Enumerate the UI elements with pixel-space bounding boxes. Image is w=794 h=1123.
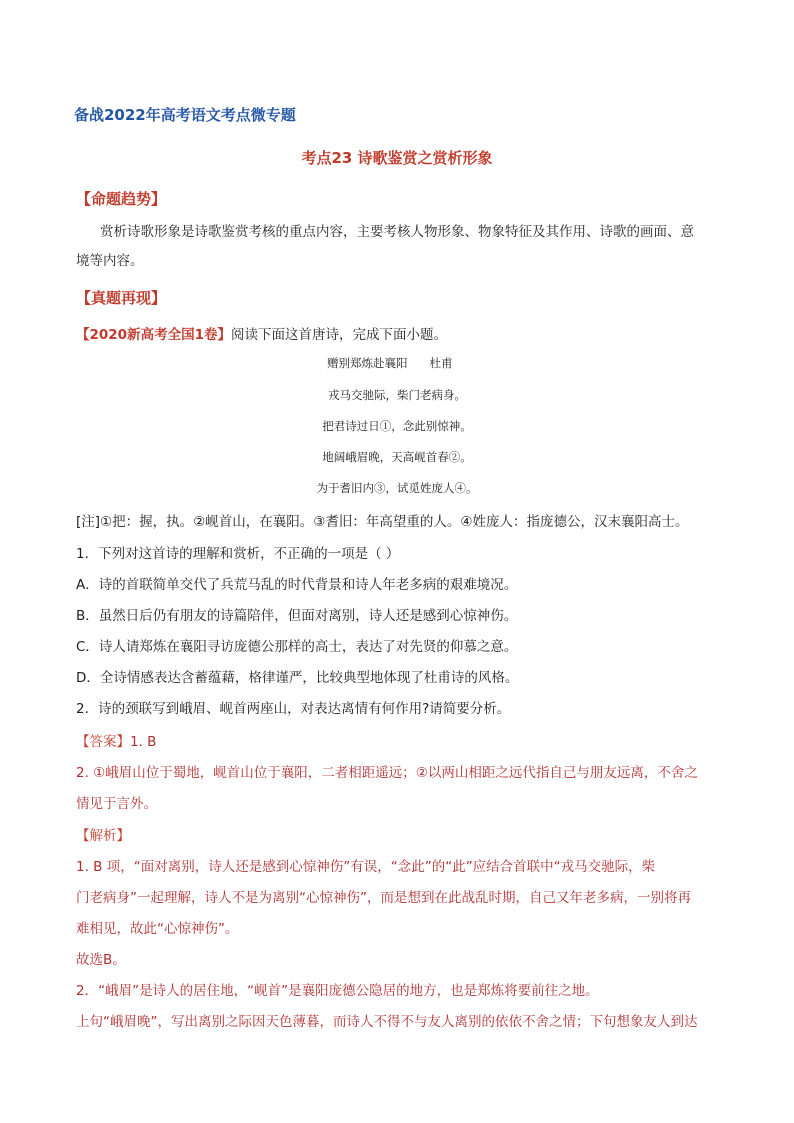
poem-author: 杜甫	[429, 356, 453, 370]
analysis-1-line-1: 1. B 项，“面对离别，诗人还是感到心惊神伤”有误，“念此”的“此”应结合首联中“戎马交驰际，柴	[76, 859, 656, 875]
analysis-1-line-3: 难相见，故此“心惊神伤”。	[76, 921, 239, 937]
poem-line-1: 戎马交驰际，柴门老病身。	[328, 388, 466, 402]
exam-instruction: 阅读下面这首唐诗，完成下面小题。	[230, 327, 447, 343]
exam-heading: 【真题再现】	[76, 289, 167, 307]
analysis-1-line-2: 门老病身”一起理解，诗人不是为离别“心惊神伤”，而是想到在此战乱时期，自己又年老多病，一别将再	[76, 890, 691, 906]
poem-line-4: 为于耆旧内③，试觅姓庞人④。	[316, 481, 478, 495]
poem-title: 赠别郑炼赴襄阳	[327, 356, 408, 370]
poem-header	[327, 355, 453, 371]
answer-2-line-2: 情见于言外。	[76, 796, 157, 812]
series-title: 备战2022年高考语文考点微专题	[74, 106, 296, 124]
page-title: 考点23 诗歌鉴赏之赏析形象	[301, 149, 493, 167]
poem-line-3: 地阔峨眉晚，天高岘首春②。	[322, 450, 472, 464]
option-b: B．虽然日后仍有朋友的诗篇陪伴，但面对离别，诗人还是感到心惊神伤。	[76, 608, 518, 624]
analysis-2-line-2: 上句“峨眉晚”，写出离别之际因天色薄暮，而诗人不得不与友人离别的依依不舍之情；下句想象友人到达	[76, 1014, 698, 1030]
answer-2-line-1: 2. ①峨眉山位于蜀地，岘首山位于襄阳，二者相距遥远；②以两山相距之远代指自己与朋友远离，不舍之	[76, 765, 698, 781]
question-1: 1．下列对这首诗的理解和赏析，不正确的一项是（ ）	[76, 546, 400, 562]
poem-note: [注]①把：握，执。②岘首山，在襄阳。③耆旧：年高望重的人。④姓庞人：指庞德公，汉末襄阳高士。	[76, 514, 689, 530]
answer-row	[76, 730, 156, 750]
answer-1: 1. B	[130, 734, 157, 750]
option-c: C．诗人请郑炼在襄阳寻访庞德公那样的高士，表达了对先贤的仰慕之意。	[76, 639, 518, 655]
question-2: 2．诗的颈联写到峨眉、岘首两座山，对表达离情有何作用?请简要分析。	[76, 701, 511, 717]
analysis-heading: 【解析】	[76, 828, 130, 844]
poem-line-2: 把君诗过日①，念此别惊神。	[322, 419, 472, 433]
source-tag: 【2020新高考全国1卷】	[76, 327, 231, 343]
option-d: D．全诗情感表达含蓄蕴藉，格律谨严，比较典型地体现了杜甫诗的风格。	[76, 670, 519, 686]
trend-heading: 【命题趋势】	[76, 190, 167, 208]
trend-text-line-1: 赏析诗歌形象是诗歌鉴赏考核的重点内容，主要考核人物形象、物象特征及其作用、诗歌的画面、意	[100, 224, 694, 240]
trend-text-line-2: 境等内容。	[76, 253, 144, 269]
exam-intro	[76, 323, 447, 343]
analysis-2-line-1: 2．“峨眉”是诗人的居住地，“岘首”是襄阳庞德公隐居的地方，也是郑炼将要前往之地。	[76, 983, 599, 999]
analysis-1-line-4: 故选B。	[76, 952, 126, 968]
answer-heading: 【答案】	[76, 734, 130, 750]
option-a: A．诗的首联简单交代了兵荒马乱的时代背景和诗人年老多病的艰难境况。	[76, 577, 518, 593]
